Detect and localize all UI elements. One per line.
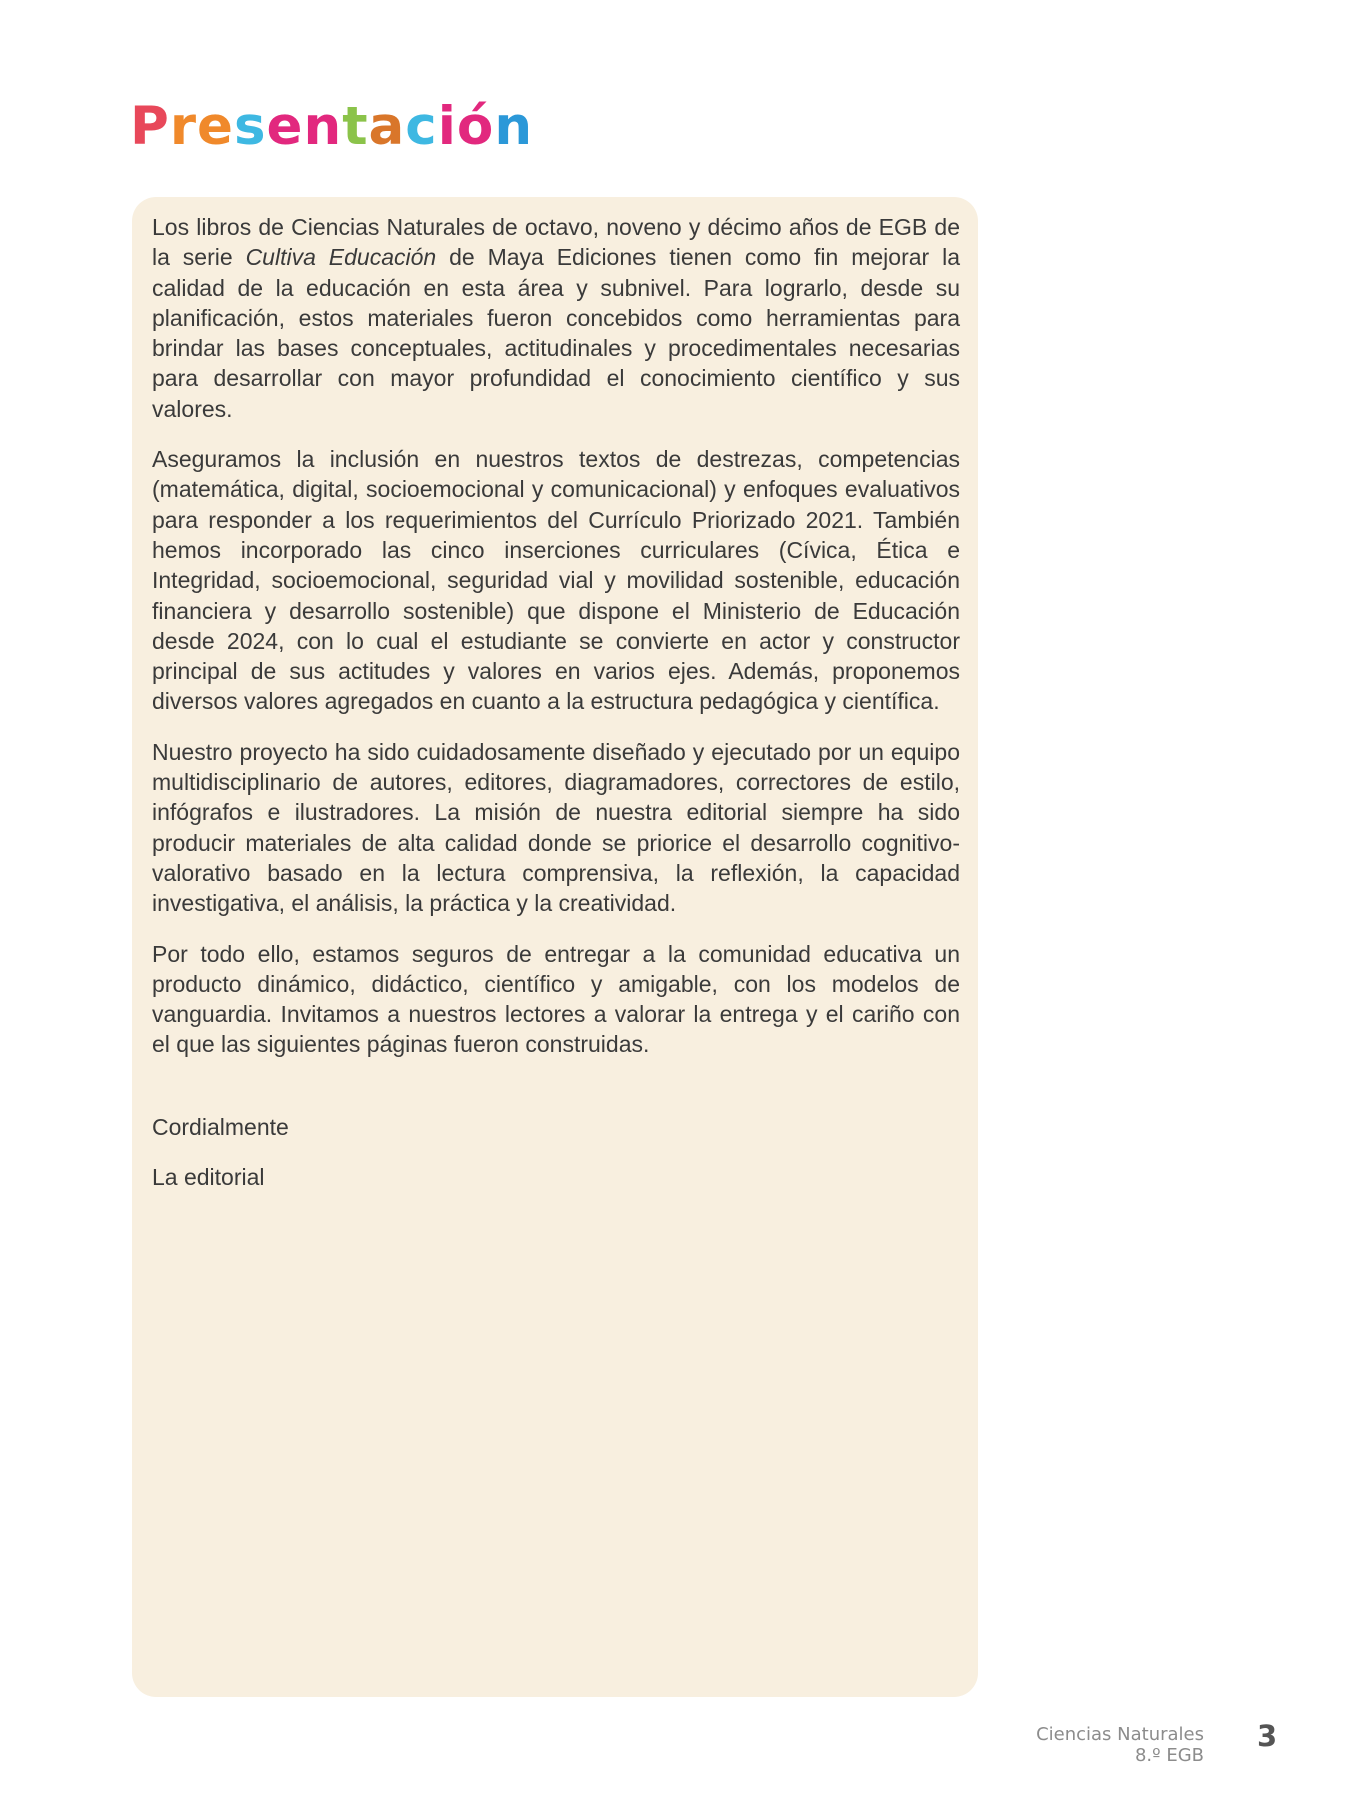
page-title xyxy=(130,96,534,157)
title-letter: P xyxy=(130,96,170,157)
title-letter: t xyxy=(342,96,369,157)
title-letter: s xyxy=(233,96,267,157)
series-name: Cultiva Educación xyxy=(245,244,437,271)
paragraph-intro xyxy=(152,212,960,424)
paragraph-intro-start: Los libros de Ciencias Naturales de octavo, noveno y décimo años de EGB de la serie xyxy=(152,214,960,271)
title-letter: r xyxy=(169,96,197,157)
paragraph-conclusion: Por todo ello, estamos seguros de entregar a la comunidad educativa un producto dinámico, didáctico, científico y amigable, con los modelos de vanguardia. Invitamos a nuestros lectores a valorar la entrega y el cariño con el que las siguientes páginas fueron construidas. xyxy=(152,940,960,1058)
page-number: 3 xyxy=(1257,1719,1278,1753)
closing-salutation: Cordialmente xyxy=(152,1113,289,1140)
paragraph-project: Nuestro proyecto ha sido cuidadosamente diseñado y ejecutado por un equipo multidisciplinario de autores, editores, diagramadores, correctores de estilo, infógrafos e ilustradores. La misión de nuestra editorial siempre ha sido producir materiales de alta calidad donde se priorice el desarrollo cognitivo-valorativo basado en la lectura comprensiva, la reflexión, la capacidad investigativa, el análisis, la práctica y la creatividad. xyxy=(152,738,960,917)
signature: La editorial xyxy=(152,1163,265,1190)
content-box xyxy=(132,197,978,1697)
title-letter: c xyxy=(405,96,438,157)
title-letter: i xyxy=(437,96,457,157)
title-letter: ó xyxy=(456,96,495,157)
paragraph-inclusion: Aseguramos la inclusión en nuestros textos de destrezas, competencias (matemática, digital, socioemocional y comunicacional) y enfoques evaluativos para responder a los requerimientos del Currículo Priorizado 2021. También hemos incorporado las cinco inserciones curriculares (Cívica, Ética e Integridad, socioemocional, seguridad vial y movilidad sostenible, educación financiera y desarrollo sostenible) que dispone el Ministerio de Educación desde 2024, con lo cual el estudiante se convierte en actor y constructor principal de sus actitudes y valores en varios ejes. Además, proponemos diversos valores agregados en cuanto a la estructura pedagógica y científica. xyxy=(152,446,960,715)
paragraph-intro-end: de Maya Ediciones tienen como fin mejorar la calidad de la educación en esta área y subnivel. Para lograrlo, desde su planificación, estos materiales fueron concebidos como herramientas para brindar las bases conceptuales, actitudinales y procedimentales necesarias para desarrollar con mayor profundidad el conocimiento científico y sus valores. xyxy=(152,244,960,422)
title-letter: n xyxy=(303,96,343,157)
footer-book-info xyxy=(1036,1724,1204,1766)
closing-block xyxy=(152,1112,960,1192)
title-letter: e xyxy=(197,96,234,157)
title-letter: a xyxy=(368,96,406,157)
footer-subject: Ciencias Naturales xyxy=(1036,1724,1204,1745)
footer-grade: 8.º EGB xyxy=(1134,1745,1204,1766)
title-letter: n xyxy=(494,96,534,157)
title-letter: e xyxy=(266,96,304,157)
